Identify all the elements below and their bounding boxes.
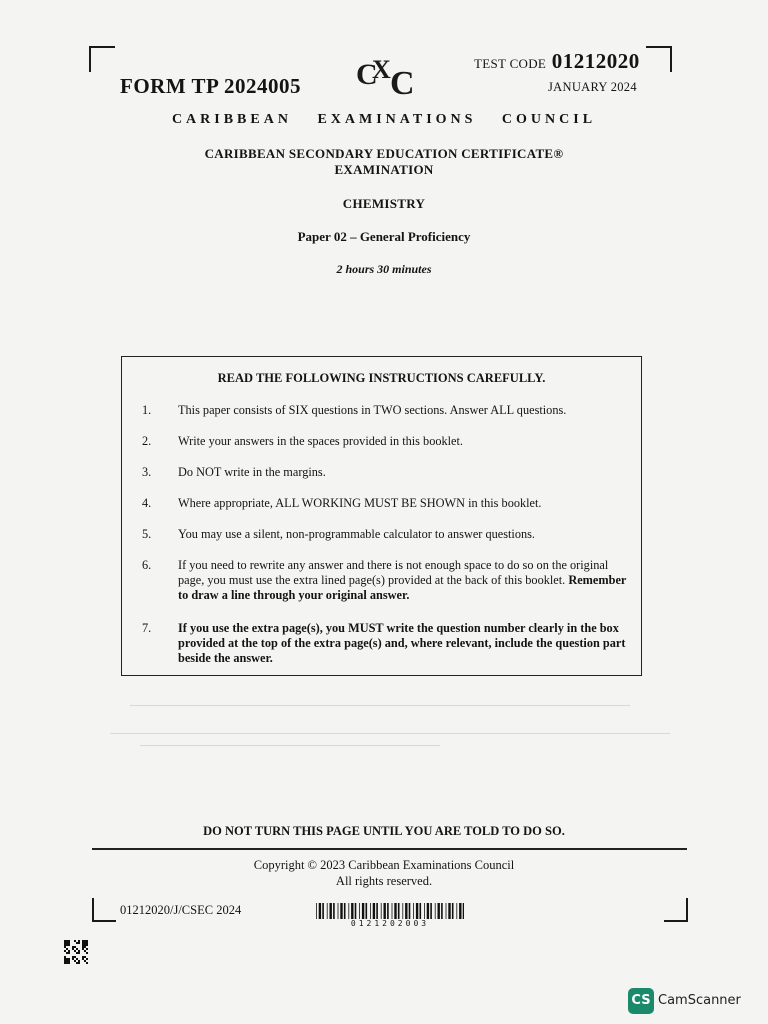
- qr-module: [74, 940, 76, 942]
- barcode-bar: [330, 903, 332, 919]
- barcode-bar: [322, 903, 324, 919]
- barcode-bar: [384, 903, 386, 919]
- qr-module: [68, 944, 70, 946]
- qr-module: [72, 958, 74, 960]
- barcode-bar: [459, 903, 461, 919]
- barcode-bar: [438, 903, 440, 919]
- qr-module: [64, 946, 66, 948]
- instruction-number: 7.: [142, 621, 152, 635]
- qr-module: [78, 940, 80, 942]
- qr-module: [76, 962, 78, 964]
- copyright-line-1: Copyright © 2023 Caribbean Examinations Council: [253, 858, 515, 872]
- barcode-bar: [392, 903, 393, 919]
- qr-module: [64, 962, 66, 964]
- instruction-number: 1.: [142, 403, 152, 417]
- qr-module: [64, 950, 66, 952]
- divider: [92, 848, 687, 850]
- instruction-item: [142, 465, 632, 480]
- qr-module: [84, 942, 86, 944]
- qr-module: [74, 950, 76, 952]
- qr-module: [86, 952, 88, 954]
- qr-module: [68, 962, 70, 964]
- qr-module: [72, 946, 74, 948]
- barcode-bar: [424, 903, 425, 919]
- instruction-number: 3.: [142, 465, 152, 479]
- qr-code: [64, 940, 88, 964]
- qr-module: [68, 960, 70, 962]
- instruction-number: 2.: [142, 434, 152, 448]
- qr-module: [82, 942, 84, 944]
- qr-module: [68, 942, 70, 944]
- qr-module: [66, 960, 68, 962]
- qr-module: [66, 940, 68, 942]
- qr-module: [82, 946, 84, 948]
- qr-module: [66, 944, 68, 946]
- instruction-text: Write your answers in the spaces provided in this booklet.: [178, 434, 464, 448]
- show-through-line: [130, 705, 630, 706]
- instruction-item: [142, 558, 632, 603]
- qr-module: [76, 942, 78, 944]
- qr-module: [86, 944, 88, 946]
- qr-module: [82, 958, 84, 960]
- barcode-bar: [387, 903, 389, 919]
- barcode-bar: [452, 903, 454, 919]
- exam-date: JANUARY 2024: [548, 80, 637, 94]
- test-code-value: 01212020: [551, 49, 640, 73]
- barcode-bar: [340, 903, 342, 919]
- barcode-bar: [359, 903, 360, 919]
- qr-module: [74, 946, 76, 948]
- instruction-number: 6.: [142, 558, 152, 572]
- barcode-bar: [427, 903, 429, 919]
- qr-module: [66, 942, 68, 944]
- barcode-bar: [327, 903, 328, 919]
- crop-mark-bottom-left: [92, 898, 116, 922]
- qr-module: [84, 944, 86, 946]
- barcode-bar: [456, 903, 457, 919]
- barcode-bar: [338, 903, 339, 919]
- barcode-bar: [448, 903, 450, 919]
- qr-module: [86, 962, 88, 964]
- qr-module: [76, 948, 78, 950]
- instruction-text: Where appropriate, ALL WORKING MUST BE SHOWN in this booklet.: [178, 496, 542, 510]
- qr-module: [76, 952, 78, 954]
- instruction-text: If you need to rewrite any answer and there is not enough space to do so on the original page, you must use the extra lined page(s) provided at the back of this booklet.: [178, 558, 609, 587]
- barcode-bar: [463, 903, 464, 919]
- subject-title: CHEMISTRY: [342, 196, 426, 211]
- qr-module: [82, 948, 84, 950]
- copyright: [0, 857, 768, 889]
- barcode-bar: [362, 903, 364, 919]
- barcode-bar: [398, 903, 400, 919]
- qr-module: [82, 940, 84, 942]
- qr-module: [64, 960, 66, 962]
- barcode-bar: [405, 903, 407, 919]
- qr-module: [84, 956, 86, 958]
- barcode-bar: [416, 903, 418, 919]
- qr-module: [78, 950, 80, 952]
- instruction-item: [142, 434, 632, 449]
- exam-duration: 2 hours 30 minutes: [336, 262, 432, 276]
- footer-paper-code: 01212020/J/CSEC 2024: [120, 903, 242, 917]
- barcode-bar: [435, 903, 436, 919]
- instruction-item: [142, 621, 632, 666]
- certificate-line-2: EXAMINATION: [334, 162, 434, 177]
- barcode-bar: [316, 903, 317, 919]
- qr-module: [74, 956, 76, 958]
- qr-module: [86, 942, 88, 944]
- qr-module: [68, 958, 70, 960]
- instruction-item: [142, 496, 632, 511]
- barcode: [316, 903, 464, 919]
- qr-module: [84, 940, 86, 942]
- svg-text:X: X: [372, 55, 391, 84]
- barcode-digits: 0121202003: [350, 919, 430, 928]
- barcode-bar: [394, 903, 396, 919]
- qr-module: [78, 962, 80, 964]
- qr-module: [84, 946, 86, 948]
- barcode-bar: [370, 903, 371, 919]
- barcode-bar: [381, 903, 382, 919]
- qr-module: [84, 960, 86, 962]
- show-through-line: [110, 733, 670, 734]
- form-number: FORM TP 2024005: [120, 74, 301, 98]
- barcode-bar: [441, 903, 443, 919]
- qr-module: [64, 942, 66, 944]
- qr-module: [64, 940, 66, 942]
- instruction-text-bold: Remember to draw a line through your original answer.: [178, 573, 627, 602]
- instruction-text-group: [178, 558, 632, 603]
- qr-module: [78, 942, 80, 944]
- crop-mark-top-right: [646, 46, 672, 72]
- barcode-bar: [402, 903, 403, 919]
- instruction-number: 4.: [142, 496, 152, 510]
- cxc-logo: [352, 54, 426, 100]
- crop-mark-top-left: [89, 46, 115, 72]
- barcode-bar: [376, 903, 378, 919]
- instructions-box: [121, 356, 642, 676]
- qr-module: [66, 958, 68, 960]
- qr-module: [66, 952, 68, 954]
- barcode-bar: [319, 903, 321, 919]
- qr-module: [64, 956, 66, 958]
- qr-module: [72, 948, 74, 950]
- instruction-text: You may use a silent, non-programmable calculator to answer questions.: [178, 527, 535, 541]
- qr-module: [74, 960, 76, 962]
- instruction-text-bold: If you use the extra page(s), you MUST write the question number clearly in the box provided at the top of the extra page(s) and, where relevant, include the question part beside the answer.: [178, 621, 626, 665]
- do-not-turn-warning: DO NOT TURN THIS PAGE UNTIL YOU ARE TOLD TO DO SO.: [203, 824, 565, 838]
- qr-module: [84, 950, 86, 952]
- barcode-bar: [446, 903, 447, 919]
- qr-module: [64, 958, 66, 960]
- qr-module: [68, 940, 70, 942]
- crop-mark-bottom-right: [664, 898, 688, 922]
- qr-module: [78, 960, 80, 962]
- barcode-bar: [351, 903, 353, 919]
- show-through-line: [140, 745, 440, 746]
- qr-module: [76, 958, 78, 960]
- instructions-title: READ THE FOLLOWING INSTRUCTIONS CAREFULLY.: [217, 371, 546, 385]
- test-code-label: TEST CODE: [474, 56, 547, 71]
- certificate-title: [0, 146, 768, 178]
- barcode-bar: [430, 903, 432, 919]
- qr-module: [78, 952, 80, 954]
- qr-module: [86, 958, 88, 960]
- qr-module: [68, 950, 70, 952]
- qr-module: [82, 956, 84, 958]
- barcode-bar: [366, 903, 368, 919]
- camscanner-logo: CS: [628, 988, 654, 1014]
- instruction-text: This paper consists of SIX questions in TWO sections. Answer ALL questions.: [178, 403, 567, 417]
- certificate-line-1: CARIBBEAN SECONDARY EDUCATION CERTIFICATE®: [204, 146, 564, 161]
- barcode-bar: [409, 903, 411, 919]
- barcode-bar: [373, 903, 375, 919]
- qr-module: [66, 962, 68, 964]
- svg-text:C: C: [356, 58, 378, 91]
- instruction-number: 5.: [142, 527, 152, 541]
- svg-text:C: C: [390, 65, 415, 100]
- instruction-text: Do NOT write in the margins.: [178, 465, 326, 479]
- copyright-line-2: All rights reserved.: [335, 874, 433, 888]
- instruction-item: [142, 527, 632, 542]
- qr-module: [66, 948, 68, 950]
- barcode-bar: [413, 903, 414, 919]
- barcode-bar: [344, 903, 346, 919]
- instruction-item: [142, 403, 632, 418]
- qr-module: [68, 952, 70, 954]
- test-code: [474, 49, 640, 74]
- council-name: CARIBBEAN EXAMINATIONS COUNCIL: [171, 112, 597, 127]
- barcode-bar: [355, 903, 357, 919]
- paper-title: Paper 02 – General Proficiency: [297, 229, 471, 244]
- qr-module: [86, 948, 88, 950]
- barcode-bar: [333, 903, 335, 919]
- qr-module: [72, 956, 74, 958]
- barcode-bar: [420, 903, 422, 919]
- qr-module: [86, 940, 88, 942]
- camscanner-name: CamScanner: [658, 993, 741, 1008]
- qr-module: [82, 944, 84, 946]
- qr-module: [64, 944, 66, 946]
- barcode-bar: [348, 903, 349, 919]
